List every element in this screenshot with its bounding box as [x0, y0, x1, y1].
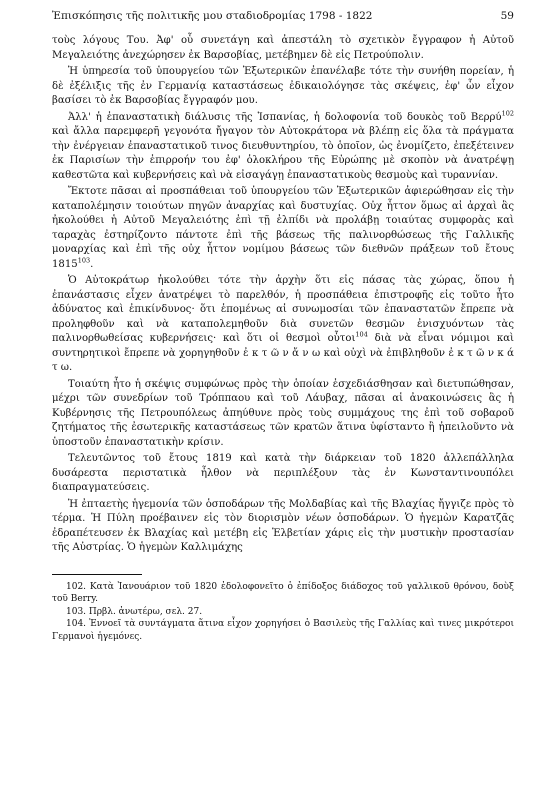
footnote-divider	[52, 574, 142, 575]
paragraph	[52, 498, 514, 556]
paragraph-text: διὰ νὰ εἶναι νόμιμοι καὶ συντηρητικοὶ ἔπρεπε νὰ χορηγηθοῦν ἐ κ τ ῶ ν ἄ ν ω καὶ οὐχὶ νὰ ἐπιβληθοῦν ἐ κ τ ῶ ν κ ά τ ω.	[52, 333, 514, 373]
paragraph	[52, 65, 514, 109]
paragraph	[52, 452, 514, 496]
page-header	[52, 0, 514, 22]
paragraph	[52, 274, 514, 376]
body-text	[52, 34, 514, 556]
paragraph-text: .	[90, 258, 94, 270]
running-title: Ἐπισκόπησις τῆς πολιτικῆς μου σταδιοδρομίας 1798 - 1822	[52, 10, 373, 22]
paragraph-text: Ἀλλ' ἡ ἐπαναστατικὴ διάλυσις τῆς Ἱσπανίας, ἡ δολοφονία τοῦ δουκὸς τοῦ Βερρύ	[68, 111, 502, 123]
footnote-ref: 102	[501, 109, 514, 118]
paragraph	[52, 378, 514, 451]
paragraph-text: Ἡ ὑπηρεσία τοῦ ὑπουργείου τῶν Ἐξωτερικῶν ἐπανέλαβε τότε τὴν συνήθη πορείαν, ἡ δὲ ἐξέλιξις τῆς ἐν Γερμανίᾳ καταστάσεως ἐδικαιολόγησε τὰς σκέψεις, ἐφ' ὧν εἶχον βασίσει τὸ ἐκ Βαρσοβίας ἔγγραφόν μου.	[52, 66, 514, 106]
paragraph-text: Τοιαύτη ἦτο ἡ σκέψις συμφώνως πρὸς τὴν ὁποίαν ἐσχεδιάσθησαν καὶ διετυπώθησαν, μέχρι τῶν συνεδρίων τοῦ Τρόππαου καὶ τοῦ Λάυβαχ, πᾶσαι αἱ ἀνακοινώσεις ἃς ἡ Κυβέρνησις τῆς Πετρουπόλεως ἀπηύθυνε πρὸς τοὺς συμμάχους της ἐπὶ τοῦ σοβαροῦ ζητήματος τῆς ἐσωτερικῆς καταστάσεως τῶν κρατῶν ἅτινα ὑφίσταντο ἢ ἠπειλοῦντο νὰ ὑποστοῦν ἐπαναστατικὴν κρίσιν.	[52, 378, 514, 448]
paragraph-text: τοὺς λόγους Του. Ἀφ' οὗ συνετάγη καὶ ἀπεστάλη τὸ σχετικὸν ἔγγραφον ἡ Αὐτοῦ Μεγαλειότης ἀνεχώρησεν ἐκ Βαρσοβίας, μετέβημεν δὲ εἰς Πετρούπολιν.	[52, 35, 514, 61]
paragraph	[52, 185, 514, 272]
paragraph-text: Ὁ Αὐτοκράτωρ ἠκολούθει τότε τὴν ἀρχὴν ὅτι εἰς πάσας τὰς χώρας, ὅπου ἡ ἐπανάστασις εἶχεν ἀνατρέψει τὸ παρελθόν, ἡ προσπάθεια ἐπιστροφῆς εἰς τοῦτο ἦτο ἀδύνατος καὶ ἐπικίνδυνος· ὅτι ἑπομένως αἱ συνωμοσίαι τῶν ἐπαναστατῶν ἔπρεπε νὰ προληφθοῦν καὶ νὰ καταπολεμηθοῦν διὰ συνετῶν θεσμῶν ἐνισχυόντων τὰς παλινορθωθείσας κυβερνήσεις· καὶ ὅτι οἱ θεσμοὶ οὗτοι	[52, 275, 514, 344]
footnote-ref: 104	[355, 330, 368, 339]
footnote: 102. Κατὰ Ἰανουάριον τοῦ 1820 ἐδολοφονεῖτο ὁ ἐπίδοξος διάδοχος τοῦ γαλλικοῦ θρόνου, δοὺξ τοῦ Berry.	[52, 581, 514, 605]
footnote: 104. Ἐννοεῖ τὰ συντάγματα ἅτινα εἶχον χορηγήσει ὁ Βασιλεὺς τῆς Γαλλίας καὶ τινες μικρότεροι Γερμανοὶ ἡγεμόνες.	[52, 619, 514, 642]
paragraph-text: Ἔκτοτε πᾶσαι αἱ προσπάθειαι τοῦ ὑπουργείου τῶν Ἐξωτερικῶν ἀφιερώθησαν εἰς τὴν καταπολέμησιν τοιούτων πηγῶν ἀναρχίας καὶ δυστυχίας. Οὐχ ἧττον ὅμως αἱ ἀρχαὶ ἃς ἠκολούθει ἡ Αὐτοῦ Μεγαλειότης ἐπὶ τῇ ἐλπίδι νὰ προλάβῃ τοιαύτας συμφορὰς καὶ ταραχὰς ἐστηρίζοντο πάντοτε ἐπὶ τῆς βάσεως τῆς παλινορθώσεως τῆς Γαλλικῆς μοναρχίας καὶ ἐπὶ τῆς οὐχ ἧττον νομίμου βάσεως τῶν διεθνῶν πράξεων τοῦ ἔτους 1815	[52, 186, 514, 270]
footnotes	[52, 581, 514, 644]
footnote-ref: 103	[77, 256, 91, 265]
paragraph-text: Ἡ ἐπταετὴς ἡγεμονία τῶν ὁσποδάρων τῆς Μολδαβίας καὶ τῆς Βλαχίας ἤγγιζε πρὸς τὸ τέρμα. Ἡ Πύλη προέβαινεν εἰς τὸν διορισμὸν νέων ὁσποδάρων. Ὁ ἡγεμὼν Καρατζᾶς ἐδραπέτευσεν ἐκ Βλαχίας καὶ μετέβη εἰς Ἑλβετίαν χάρις εἰς τὴν μυστικὴν προστασίαν τῆς Αὐστρίας. Ὁ ἡγεμὼν Καλλιμάχης	[52, 498, 514, 553]
paragraph-text: καὶ ἄλλα παρεμφερῆ γεγονότα ἤγαγον τὸν Αὐτοκράτορα νὰ βλέπῃ εἰς ὅλα τὰ πράγματα τὴν ἐνέργειαν ἐπαναστατικοῦ τινος διευθυντηρίου, τὸ ὁποῖον, ὡς ἐνομίζετο, ἐπεξέτεινεν ἐκ Παρισίων τὴν ἐπιρροήν του ἐφ' ὁλοκλήρου τῆς Εὐρώπης μὲ σκοπὸν νὰ ἀνατρέψῃ καθεστῶτα καὶ κυβερνήσεις καὶ νὰ εἰσαγάγῃ ἐπαναστατικοὺς θεσμοὺς καὶ τυραννίαν.	[52, 126, 514, 181]
paragraph-text: Τελευτῶντος τοῦ ἔτους 1819 καὶ κατὰ τὴν διάρκειαν τοῦ 1820 ἀλλεπάλληλα δυσάρεστα περιστατικὰ ἦλθον νὰ περιπλέξουν τὰς ἐν Κωνσταντινουπόλει διαπραγματεύσεις.	[52, 453, 514, 493]
paragraph	[52, 34, 514, 63]
footnote: 103. Πρβλ. ἀνωτέρω, σελ. 27.	[66, 606, 203, 617]
page-number: 59	[500, 10, 514, 22]
paragraph	[52, 111, 514, 184]
